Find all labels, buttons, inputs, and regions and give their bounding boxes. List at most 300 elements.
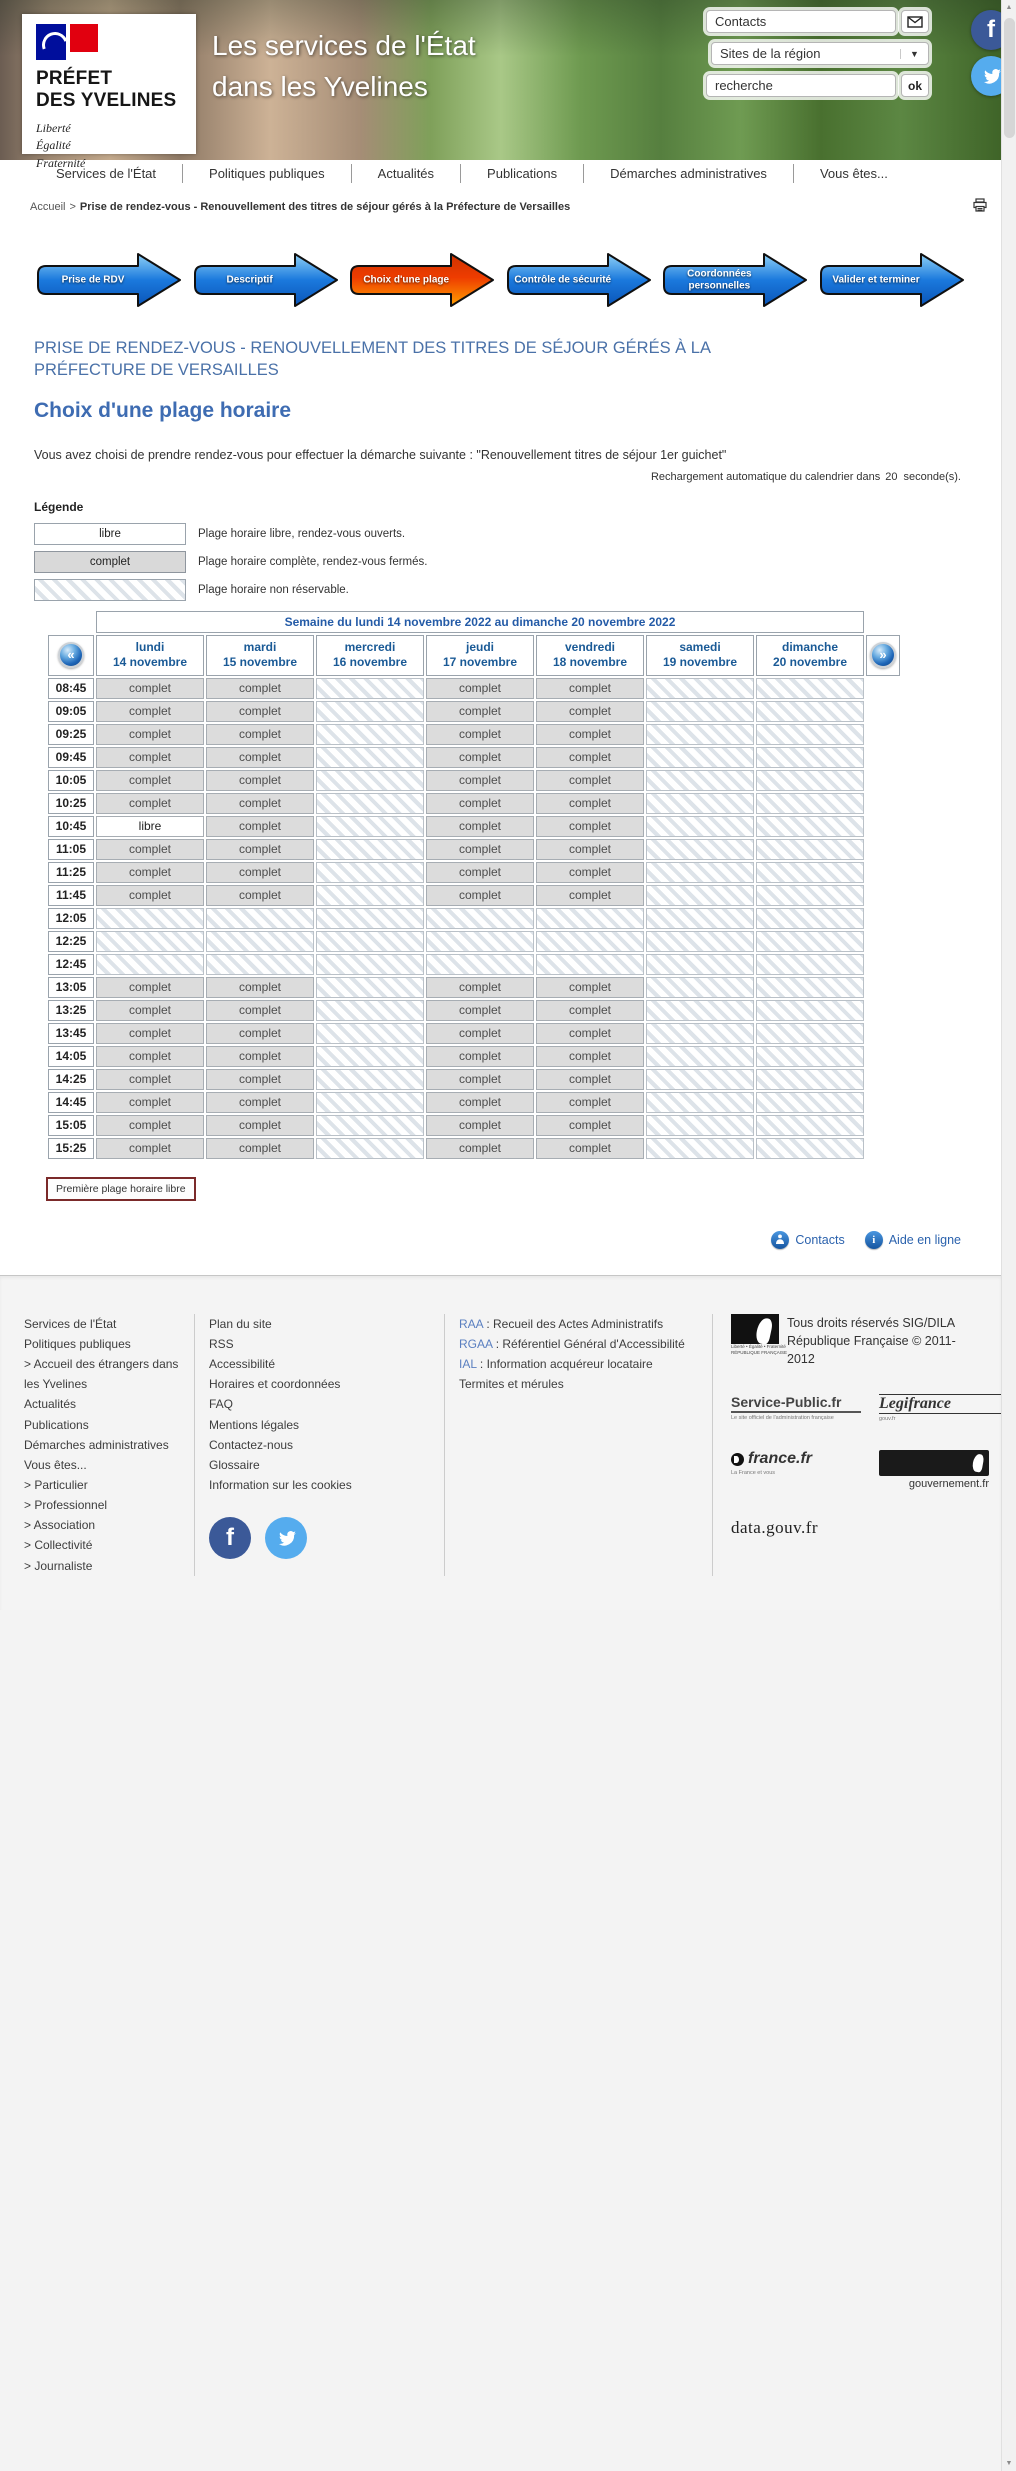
site-title-line2: dans les Yvelines [212,70,428,102]
slot-jeudi-11:25: complet [426,862,534,883]
breadcrumb-current: Prise de rendez-vous - Renouvellement des titres de séjour gérés à la Préfecture de Versailles [79,200,571,213]
page-scrollbar[interactable] [1001,0,1016,2471]
person-icon [771,1231,789,1249]
slot-mercredi-14:25 [316,1069,424,1090]
online-help-link[interactable] [865,1231,961,1249]
partner-logos [731,1394,989,1538]
slot-lundi-10:25: complet [96,793,204,814]
time-label-11:25: 11:25 [48,862,94,883]
time-label-13:45: 13:45 [48,1023,94,1044]
legend-sample-full: complet [34,551,186,573]
slot-samedi-09:05 [646,701,754,722]
step-label: Prise de RDV [61,274,125,286]
slot-lundi-15:25: complet [96,1138,204,1159]
footer-link-accessibilite[interactable]: Accessibilité [209,1357,276,1372]
slot-mercredi-11:05 [316,839,424,860]
footer-link-contactez-nous[interactable]: Contactez-nous [209,1437,294,1452]
day-name: vendredi [564,639,615,654]
slot-lundi-15:05: complet [96,1115,204,1136]
slot-mardi-15:25: complet [206,1138,314,1159]
slot-mercredi-11:25 [316,862,424,883]
slot-dimanche-12:25 [756,931,864,952]
slot-jeudi-10:05: complet [426,770,534,791]
facebook-icon[interactable]: f [209,1517,251,1559]
slot-samedi-15:25 [646,1138,754,1159]
slot-mercredi-10:45 [316,816,424,837]
slot-mercredi-08:45 [316,678,424,699]
motto-line: Égalité [36,138,71,153]
partner-logo-france-fr[interactable] [731,1450,861,1490]
scrollbar-thumb[interactable] [1004,18,1015,138]
slot-mardi-11:45: complet [206,885,314,906]
slot-mercredi-12:25 [316,931,424,952]
footer-link-accueil-des-etrangers-dans-les-yvelines[interactable]: > Accueil des étrangers dans les Yvelines [24,1357,179,1392]
legend-sample-na [34,579,186,601]
day-name: mardi [243,639,277,654]
day-date: 16 novembre [332,655,408,670]
site-title-line1: Les services de l'État [212,30,476,61]
footer-link-mentions-legales[interactable]: Mentions légales [209,1417,300,1432]
day-header-jeudi [426,635,534,676]
slot-jeudi-14:45: complet [426,1092,534,1113]
step-controle-de-securite[interactable] [504,249,654,311]
printer-icon [973,198,987,212]
footer-sitemap-column [10,1314,195,1576]
slot-dimanche-13:25 [756,1000,864,1021]
time-label-10:05: 10:05 [48,770,94,791]
slot-vendredi-15:25: complet [536,1138,644,1159]
section-title: Choix d'une plage horaire [34,398,292,422]
footer-link-vous-etes[interactable]: Vous êtes... [24,1457,87,1472]
footer-acronym: RAA [459,1316,484,1331]
footer-social [209,1517,430,1559]
legend-row [34,579,967,601]
slot-lundi-10:05: complet [96,770,204,791]
slot-dimanche-09:45 [756,747,864,768]
slot-jeudi-10:25: complet [426,793,534,814]
slot-samedi-15:05 [646,1115,754,1136]
slot-jeudi-12:45 [426,954,534,975]
slot-mercredi-13:25 [316,1000,424,1021]
slot-mardi-10:05: complet [206,770,314,791]
slot-vendredi-09:05: complet [536,701,644,722]
legend-sample-free: libre [34,523,186,545]
slot-mardi-10:25: complet [206,793,314,814]
slot-samedi-10:25 [646,793,754,814]
slot-dimanche-08:45 [756,678,864,699]
footer-link-glossaire[interactable]: Glossaire [209,1457,260,1472]
partner-label-text: france.fr [748,1450,813,1468]
republique-francaise-logo [731,1314,788,1368]
slot-mercredi-14:45 [316,1092,424,1113]
partner-label: Service-Public.fr [731,1394,861,1413]
slot-mardi-15:05: complet [206,1115,314,1136]
slot-jeudi-12:25 [426,931,534,952]
slot-mercredi-10:25 [316,793,424,814]
step-label: Choix d'une plage [363,274,450,286]
scroll-down-icon[interactable]: ▼ [1005,2460,1013,2467]
twitter-bird-icon [275,1528,297,1548]
footer-link-raa-recueil-des-actes-administratifs[interactable] [459,1314,698,1334]
partner-logo-legifrance[interactable] [879,1394,1001,1422]
slot-jeudi-15:25: complet [426,1138,534,1159]
slot-vendredi-12:45 [536,954,644,975]
footer-link-actualites[interactable]: Actualités [24,1397,77,1412]
mail-icon [907,16,923,28]
slot-mardi-09:45: complet [206,747,314,768]
day-name: jeudi [465,639,494,654]
partner-logo-gouvernement[interactable] [879,1450,1001,1490]
slot-mardi-12:25 [206,931,314,952]
day-date: 14 novembre [112,655,188,670]
time-label-15:25: 15:25 [48,1138,94,1159]
slot-samedi-12:25 [646,931,754,952]
time-label-10:25: 10:25 [48,793,94,814]
footer-link-demarches-administratives[interactable]: Démarches administratives [24,1437,169,1452]
slot-dimanche-14:05 [756,1046,864,1067]
day-header-mardi [206,635,314,676]
slot-vendredi-14:05: complet [536,1046,644,1067]
day-date: 18 novembre [552,655,628,670]
breadcrumb [0,188,1001,223]
step-label: Descriptif [226,274,273,286]
legend-text: Plage horaire libre, rendez-vous ouverts. [198,527,406,540]
slot-samedi-13:25 [646,1000,754,1021]
footer-acronym: IAL [459,1357,477,1372]
slot-mardi-08:45: complet [206,678,314,699]
twitter-bird-icon [980,66,1001,86]
time-label-13:05: 13:05 [48,977,94,998]
first-free-slot-button[interactable]: Première plage horaire libre [46,1177,196,1201]
reload-countdown: 20 [885,470,898,483]
page-title: PRISE DE RENDEZ-VOUS - RENOUVELLEMENT DES TITRES DE SÉJOUR GÉRÉS À LA PRÉFECTURE DE VERSAILLES [34,339,711,380]
bottom-links [34,1231,961,1249]
france-fr-bird-icon [731,1453,744,1466]
step-descriptif[interactable] [191,249,341,311]
legend-text: Plage horaire non réservable. [198,583,349,596]
progress-steps [34,249,967,311]
nav-item-demarches-administratives[interactable]: Démarches administratives [583,164,793,183]
slot-mardi-09:05: complet [206,701,314,722]
day-header-dimanche [756,635,864,676]
chevron-down-icon: ▼ [900,49,928,59]
day-name: lundi [135,639,165,654]
slot-dimanche-11:45 [756,885,864,906]
slot-lundi-14:25: complet [96,1069,204,1090]
legend-row [34,523,967,545]
slot-jeudi-13:25: complet [426,1000,534,1021]
slot-lundi-09:05: complet [96,701,204,722]
time-label-11:45: 11:45 [48,885,94,906]
region-sites-select[interactable] [711,42,929,65]
time-label-14:45: 14:45 [48,1092,94,1113]
mail-button[interactable] [901,10,929,33]
reload-notice [34,471,967,483]
print-button[interactable] [973,198,987,215]
reload-prefix: Rechargement automatique du calendrier dans [650,470,881,483]
slot-dimanche-10:45 [756,816,864,837]
slot-samedi-14:25 [646,1069,754,1090]
footer-link-professionnel[interactable]: > Professionnel [24,1498,108,1513]
slot-jeudi-11:45: complet [426,885,534,906]
facebook-icon[interactable]: f [971,10,1001,50]
next-week-button[interactable]: » [870,642,896,668]
slot-lundi-09:25: complet [96,724,204,745]
region-select-value: Sites de la région [720,46,821,61]
slot-vendredi-10:45: complet [536,816,644,837]
slot-mardi-13:05: complet [206,977,314,998]
footer-acronyms-column [445,1314,713,1576]
time-label-10:45: 10:45 [48,816,94,837]
footer-link-faq[interactable]: FAQ [209,1397,234,1412]
day-header-vendredi [536,635,644,676]
breadcrumb-separator: > [69,200,76,213]
slot-mardi-13:45: complet [206,1023,314,1044]
slot-vendredi-09:45: complet [536,747,644,768]
slot-vendredi-10:25: complet [536,793,644,814]
footer-link-horaires-et-coordonnees[interactable]: Horaires et coordonnées [209,1377,341,1392]
slot-dimanche-12:45 [756,954,864,975]
calendar-spacer [866,611,900,633]
step-label: Coordonnées personnelles [687,268,752,291]
day-header-lundi [96,635,204,676]
footer [0,1275,1001,1610]
contacts-input[interactable] [706,10,896,33]
footer-link-association[interactable]: > Association [24,1518,96,1533]
slot-samedi-12:45 [646,954,754,975]
slot-mardi-12:45 [206,954,314,975]
time-label-13:25: 13:25 [48,1000,94,1021]
slot-dimanche-15:05 [756,1115,864,1136]
main-navigation [0,160,1001,188]
slot-lundi-11:25: complet [96,862,204,883]
logo-text: PRÉFET [36,68,113,89]
time-label-09:45: 09:45 [48,747,94,768]
slot-dimanche-10:25 [756,793,864,814]
slot-vendredi-15:05: complet [536,1115,644,1136]
search-ok-button[interactable]: ok [901,74,929,97]
slot-lundi-14:45: complet [96,1092,204,1113]
copyright [731,1314,979,1368]
slot-jeudi-14:05: complet [426,1046,534,1067]
footer-link-journaliste[interactable]: > Journaliste [24,1558,93,1573]
slot-samedi-14:05 [646,1046,754,1067]
footer-acronym-text: : Information acquéreur locataire [476,1357,653,1372]
partner-logo-data-gouv[interactable] [731,1518,861,1538]
slot-vendredi-13:05: complet [536,977,644,998]
slot-dimanche-14:45 [756,1092,864,1113]
slot-vendredi-11:05: complet [536,839,644,860]
day-name: dimanche [781,639,838,654]
slot-lundi-09:45: complet [96,747,204,768]
footer-link-politiques-publiques[interactable]: Politiques publiques [24,1336,131,1351]
nav-item-vous-etes[interactable]: Vous êtes... [793,164,914,183]
step-prise-de-rdv[interactable] [34,249,184,311]
slot-vendredi-10:05: complet [536,770,644,791]
contacts-link-label: Contacts [795,1232,845,1247]
slot-lundi-13:45: complet [96,1023,204,1044]
person-glyph-icon [775,1234,785,1245]
partner-subtext: La France et vous [731,1470,776,1477]
slot-mercredi-10:05 [316,770,424,791]
slot-lundi-12:25 [96,931,204,952]
slot-samedi-14:45 [646,1092,754,1113]
nav-item-politiques-publiques[interactable]: Politiques publiques [182,164,351,183]
footer-link-services-de-l-etat[interactable]: Services de l'État [24,1316,117,1331]
slot-vendredi-13:25: complet [536,1000,644,1021]
step-label: Contrôle de sécurité [514,274,612,286]
reload-suffix: seconde(s). [903,470,961,483]
nav-item-actualites[interactable]: Actualités [351,164,460,183]
slot-jeudi-13:45: complet [426,1023,534,1044]
legend-title: Légende [34,499,84,514]
slot-samedi-11:05 [646,839,754,860]
footer-acronym-text: : Référentiel Général d'Accessibilité [492,1336,685,1351]
partner-label [731,1450,861,1468]
slot-samedi-11:25 [646,862,754,883]
slot-lundi-08:45: complet [96,678,204,699]
footer-link-information-sur-les-cookies[interactable]: Information sur les cookies [209,1477,352,1492]
slot-mardi-10:45: complet [206,816,314,837]
slot-samedi-09:45 [646,747,754,768]
partner-subtext: gouv.fr [879,1416,896,1423]
slot-mardi-14:05: complet [206,1046,314,1067]
slot-lundi-14:05: complet [96,1046,204,1067]
day-header-samedi [646,635,754,676]
slot-vendredi-08:45: complet [536,678,644,699]
footer-link-collectivite[interactable]: > Collectivité [24,1538,93,1553]
appointment-calendar [46,609,902,1161]
time-label-15:05: 15:05 [48,1115,94,1136]
slot-lundi-12:45 [96,954,204,975]
main-content [0,249,1001,1249]
motto-line: Fraternité [36,155,86,170]
next-week-cell [866,635,900,676]
partner-label: Legifrance [879,1394,1001,1414]
day-date: 20 novembre [772,655,848,670]
slot-jeudi-15:05: complet [426,1115,534,1136]
step-valider-et-terminer[interactable] [817,249,967,311]
slot-lundi-13:05: complet [96,977,204,998]
motto-line: Liberté [36,120,71,135]
slot-samedi-13:05 [646,977,754,998]
slot-samedi-10:05 [646,770,754,791]
slot-jeudi-12:05 [426,908,534,929]
marianne-country: RÉPUBLIQUE FRANÇAISE [731,1349,788,1355]
legend [34,523,967,601]
slot-mardi-09:25: complet [206,724,314,745]
slot-mercredi-12:05 [316,908,424,929]
marianne-motto: Liberté • Égalité • Fraternité [731,1343,786,1349]
slot-vendredi-11:25: complet [536,862,644,883]
slot-lundi-10:45[interactable]: libre [96,816,204,837]
slot-mercredi-09:05 [316,701,424,722]
contacts-link[interactable] [771,1231,844,1249]
nav-item-services-de-l-etat[interactable]: Services de l'État [56,166,157,181]
time-label-12:45: 12:45 [48,954,94,975]
slot-jeudi-14:25: complet [426,1069,534,1090]
time-label-14:05: 14:05 [48,1046,94,1067]
search-input[interactable] [706,74,896,97]
slot-samedi-12:05 [646,908,754,929]
slot-dimanche-11:05 [756,839,864,860]
partner-logo-service-public[interactable] [731,1394,861,1422]
slot-lundi-12:05 [96,908,204,929]
day-name: samedi [679,639,721,654]
slot-mardi-13:25: complet [206,1000,314,1021]
info-icon: i [865,1231,883,1249]
french-flag-icon [36,24,184,60]
slot-mercredi-09:25 [316,724,424,745]
intro-text: Vous avez choisi de prendre rendez-vous pour effectuer la démarche suivante : "Renouvellement titres de séjour 1er guichet" [34,447,727,462]
footer-link-ial-information-acquereur-locataire[interactable] [459,1354,698,1374]
slot-samedi-10:45 [646,816,754,837]
slot-dimanche-09:05 [756,701,864,722]
step-coordonnees-personnelles[interactable] [660,249,810,311]
slot-jeudi-10:45: complet [426,816,534,837]
time-label-08:45: 08:45 [48,678,94,699]
time-label-12:05: 12:05 [48,908,94,929]
footer-link-plan-du-site[interactable]: Plan du site [209,1316,272,1331]
footer-link-particulier[interactable]: > Particulier [24,1477,88,1492]
footer-link-publications[interactable]: Publications [24,1417,89,1432]
slot-mardi-11:25: complet [206,862,314,883]
footer-link-rgaa-referentiel-general-d-accessibilite[interactable] [459,1334,698,1354]
slot-mardi-12:05 [206,908,314,929]
scroll-up-icon[interactable]: ▲ [1005,4,1013,11]
slot-dimanche-13:45 [756,1023,864,1044]
partner-label: data.gouv.fr [731,1518,819,1538]
footer-acronym-text: : Recueil des Actes Administratifs [483,1316,664,1331]
legend-text: Plage horaire complète, rendez-vous fermés. [198,555,428,568]
slot-vendredi-14:45: complet [536,1092,644,1113]
gouvernement-logo-box [879,1450,989,1476]
step-choix-d-une-plage[interactable] [347,249,497,311]
footer-acronym-text: Termites et mérules [459,1377,564,1392]
footer-link-rss[interactable]: RSS [209,1336,234,1351]
time-label-09:05: 09:05 [48,701,94,722]
previous-week-cell [48,635,94,676]
copyright-text: Tous droits réservés SIG/DILA République Française © 2011-2012 [787,1315,956,1366]
slot-samedi-11:45 [646,885,754,906]
slot-vendredi-12:05 [536,908,644,929]
breadcrumb-home[interactable]: Accueil [30,200,66,213]
slot-lundi-13:25: complet [96,1000,204,1021]
day-date: 19 novembre [662,655,738,670]
slot-vendredi-12:25 [536,931,644,952]
slot-mardi-14:45: complet [206,1092,314,1113]
partner-subtext: Le site officiel de l'administration française [731,1415,834,1422]
footer-legal-column [713,1314,993,1576]
header-banner [0,0,1001,170]
slot-vendredi-14:25: complet [536,1069,644,1090]
slot-mardi-14:25: complet [206,1069,314,1090]
slot-mercredi-12:45 [316,954,424,975]
previous-week-button[interactable]: « [58,642,84,668]
slot-mercredi-09:45 [316,747,424,768]
slot-dimanche-09:25 [756,724,864,745]
slot-samedi-08:45 [646,678,754,699]
twitter-icon[interactable] [265,1517,307,1559]
footer-link-termites-et-merules[interactable] [459,1374,698,1394]
slot-mercredi-13:05 [316,977,424,998]
slot-lundi-11:05: complet [96,839,204,860]
slot-jeudi-09:45: complet [426,747,534,768]
twitter-icon[interactable] [971,56,1001,96]
slot-lundi-11:45: complet [96,885,204,906]
nav-item-publications[interactable]: Publications [460,164,583,183]
day-date: 17 novembre [442,655,518,670]
